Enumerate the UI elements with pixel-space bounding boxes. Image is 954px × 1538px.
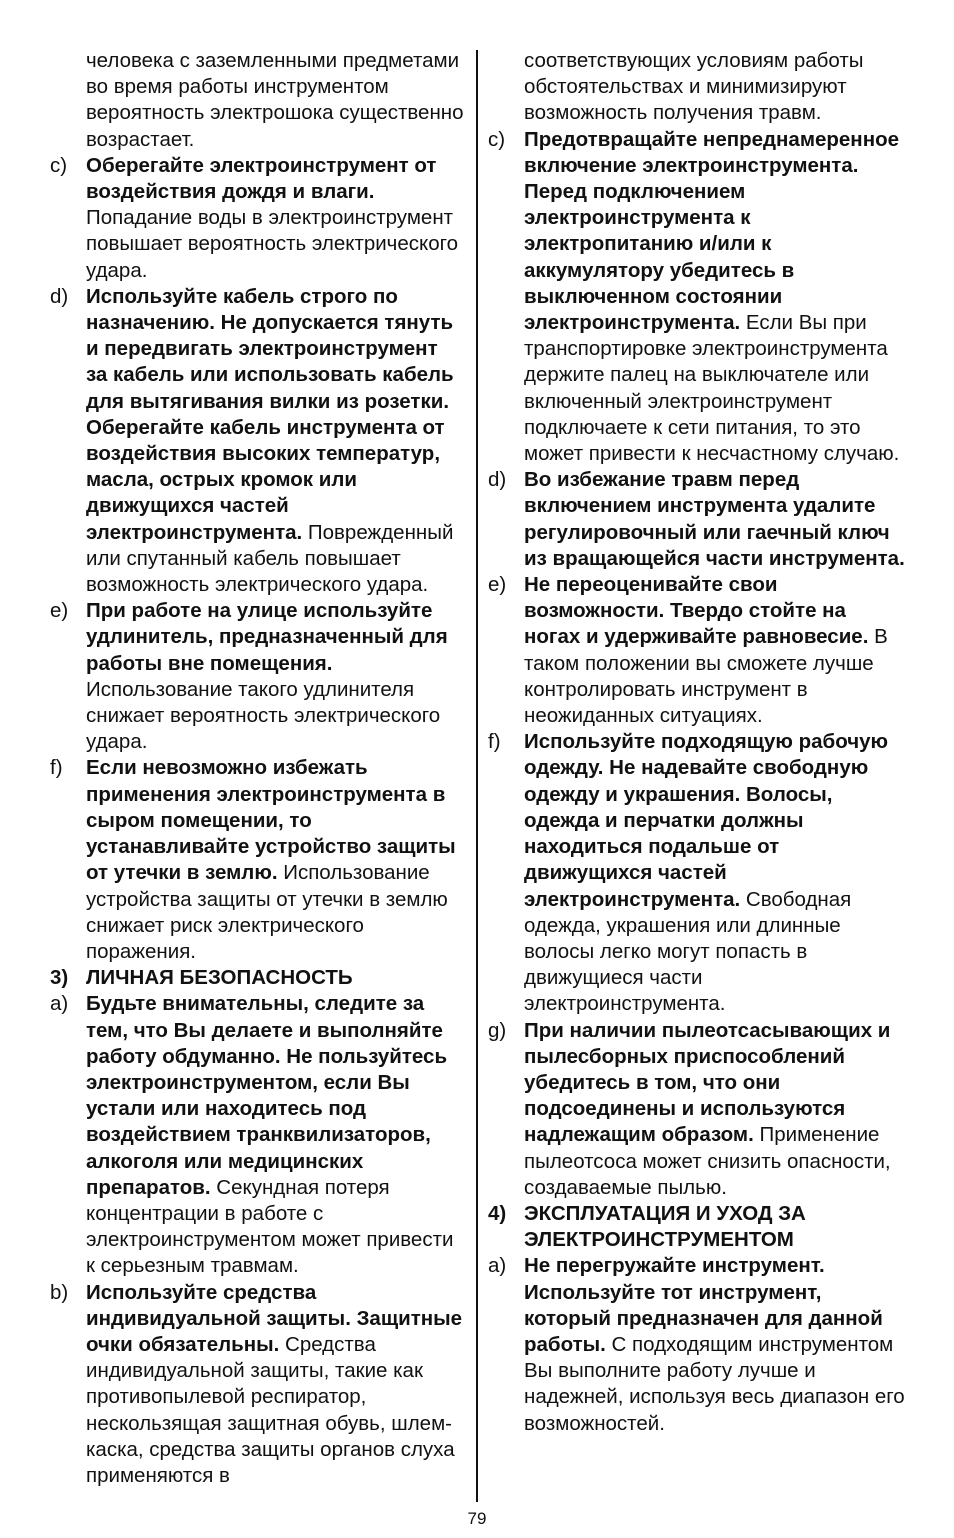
item-bold-text: Во избежание травм перед включением инструмента удалите регулировочный или гаечный ключ из вращающейся части инструмента.: [524, 468, 905, 570]
item-bold-text: Будьте внимательны, следите за тем, что Вы делаете и выполняйте работу обдуманно. Не пользуйтесь электроинструментом, если Вы устали или находитесь под воздействием транквилизаторов, алкоголя или медицинских препаратов.: [86, 992, 448, 1199]
list-item-d-right: [488, 467, 906, 572]
item-bold-text: Используйте средства индивидуальной защиты. Защитные очки обязательны.: [86, 1280, 463, 1356]
section-number: 4): [488, 1201, 507, 1225]
list-item-c-left: [50, 153, 464, 284]
item-label: f): [488, 730, 501, 754]
item-bold-text: Используйте подходящую рабочую одежду. Не надевайте свободную одежду и украшения. Волосы, одежда и перчатки должны находиться подальше от движущихся частей электроинструмента.: [524, 730, 889, 911]
item-label: a): [488, 1254, 507, 1278]
column-divider: [476, 50, 478, 1502]
item-bold-text: Не перегружайте инструмент. Используйте тот инструмент, который предназначен для данной работы.: [524, 1254, 883, 1356]
item-label: b): [50, 1280, 69, 1304]
item-text: В таком положении вы сможете лучше контролировать инструмент в неожиданных ситуациях.: [524, 625, 888, 728]
item-label: d): [50, 284, 69, 308]
right-column: [488, 48, 906, 1437]
item-text: Применение пылеотсоса может снизить опасности, создаваемые пылью.: [524, 1123, 891, 1199]
item-bold-text: Если невозможно избежать применения электроинструмента в сыром помещении, то устанавливайте устройство защиты от утечки в землю.: [86, 756, 456, 885]
item-label: d): [488, 468, 507, 492]
item-label: g): [488, 1018, 507, 1042]
item-bold-text: При наличии пылеотсасывающих и пылесборных приспособлений убедитесь в том, что они подсоединены и используются надлежащим образом.: [524, 1018, 891, 1147]
list-item-e-left: [50, 598, 464, 755]
item-bold-text: При работе на улице используйте удлинитель, предназначенный для работы вне помещения.: [86, 599, 448, 675]
left-lead-text: человека с заземленными предметами во время работы инструментом вероятность электрошока существенно возрастает.: [86, 49, 464, 151]
list-item-f-right: [488, 729, 906, 1017]
section-title: ЭКСПЛУАТАЦИЯ И УХОД ЗА ЭЛЕКТРОИНСТРУМЕНТОМ: [524, 1201, 806, 1252]
section-number: 3): [50, 966, 69, 990]
list-item-e-right: [488, 572, 906, 729]
left-column: [50, 48, 464, 1489]
section-heading-personal-safety: [50, 965, 464, 991]
item-bold-text: Предотвращайте непреднамеренное включение электроинструмента. Перед подключением электроинструмента к электропитанию и/или к аккумулятору убедитесь в выключенном состоянии электроинструмента.: [524, 127, 899, 335]
item-bold-text: Оберегайте электроинструмент от воздействия дождя и влаги.: [86, 153, 437, 204]
list-item-c-right: [488, 127, 906, 468]
item-bold-text: Не переоценивайте свои возможности. Твердо стойте на ногах и удерживайте равновесие.: [524, 573, 869, 649]
item-label: f): [50, 756, 63, 780]
page-number: 79: [467, 1509, 487, 1528]
item-text: Секундная потеря концентрации в работе с электроинструментом может привести к серьезным травмам.: [86, 1175, 454, 1278]
item-label: a): [50, 992, 69, 1016]
list-item-b-left: [50, 1280, 464, 1490]
item-text: Свободная одежда, украшения или длинные волосы легко могут попасть в движущиеся части электроинструмента.: [524, 887, 852, 1016]
item-label: e): [50, 599, 69, 623]
right-lead-text: соответствующих условиям работы обстоятельствах и минимизируют возможность получения травм.: [524, 49, 864, 125]
list-item-a-right: [488, 1253, 906, 1436]
item-text: С подходящим инструментом Вы выполните работу лучше и надежней, используя весь диапазон его возможностей.: [524, 1332, 905, 1435]
item-text: Средства индивидуальной защиты, такие как противопылевой респиратор, нескользящая защитная обувь, шлем-каска, средства защиты органов слуха применяются в: [86, 1332, 455, 1487]
item-text: Поврежденный или спутанный кабель повышает возможность электрического удара.: [86, 520, 454, 597]
item-text: Использование такого удлинителя снижает вероятность электрического удара.: [86, 677, 441, 754]
item-label: c): [50, 153, 68, 177]
item-bold-text: Используйте кабель строго по назначению. Не допускается тянуть и передвигать электроинструмент за кабель или использовать кабель для вытягивания вилки из розетки. Оберегайте кабель инструмента от воздействия высоких температур, масла, острых кромок или движущихся частей электроинструмента.: [86, 284, 454, 544]
item-text: Попадание воды в электроинструмент повышает вероятность электрического удара.: [86, 206, 459, 282]
list-item-g-right: [488, 1018, 906, 1201]
item-text: Если Вы при транспортировке электроинструмента держите палец на выключателе или включенный электроинструмент подключаете к сети питания, то это может привести к несчастному случаю.: [524, 311, 900, 466]
list-item-f-left: [50, 755, 464, 965]
item-text: Использование устройства защиты от утечки в землю снижает риск электрического поражения.: [86, 861, 448, 963]
list-item-d-left: [50, 284, 464, 598]
section-heading-operation-care: [488, 1201, 906, 1253]
section-title: ЛИЧНАЯ БЕЗОПАСНОСТЬ: [86, 966, 353, 990]
item-label: e): [488, 573, 507, 597]
list-item-a-left: [50, 991, 464, 1279]
item-label: c): [488, 127, 506, 151]
